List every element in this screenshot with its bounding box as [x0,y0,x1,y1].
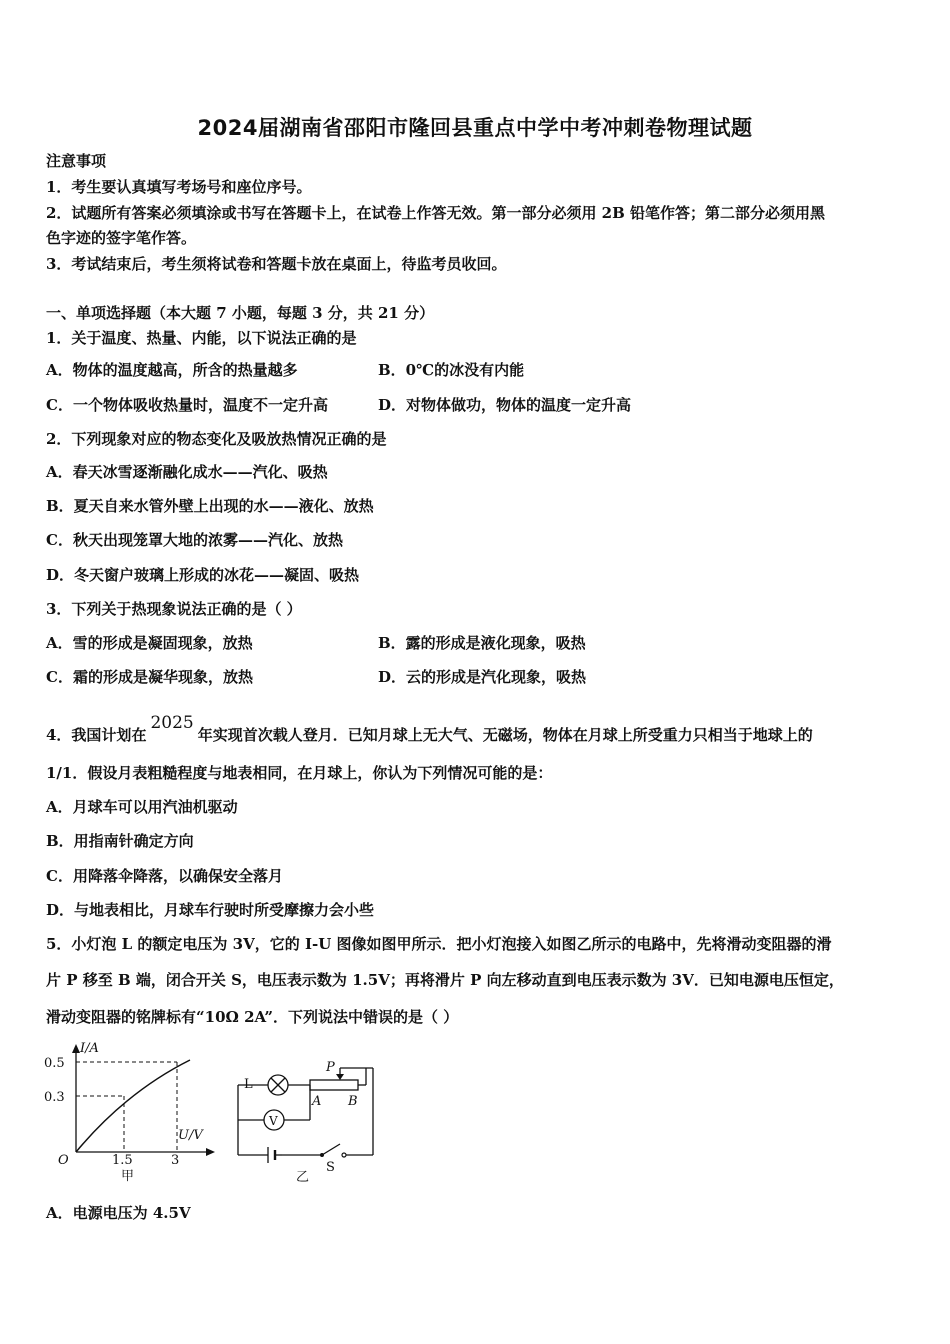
y-axis-arrow-icon [72,1044,80,1053]
x-tick-3: 3 [171,1153,180,1168]
q2-option-a: A．春天冰雪逐渐融化成水——汽化、吸热 [46,463,328,481]
q1-option-d: D．对物体做功，物体的温度一定升高 [378,396,632,414]
figure-yi-caption: 乙 [296,1170,310,1185]
switch-icon [322,1144,340,1155]
q4-stem [46,713,813,745]
q4-option-d: D．与地表相比，月球车行驶时所受摩擦力会小些 [46,901,375,919]
q5-stem-line1: 5．小灯泡 L 的额定电压为 3V，它的 I-U 图像如图甲所示．把小灯泡接入如图乙所示的电路中，先将滑动变阻器的滑 [46,935,832,953]
q1-option-c: C．一个物体吸收热量时，温度不一定升高 [46,396,328,414]
q3-option-d: D．云的形成是汽化现象，吸热 [378,668,587,686]
x-axis-label: U/V [178,1128,203,1143]
slider-label: P [326,1060,335,1075]
x-tick-1-5: 1.5 [112,1153,133,1168]
notice-item-1: 1．考生要认真填写考场号和座位序号。 [46,178,312,196]
q3-option-a: A．雪的形成是凝固现象，放热 [46,634,253,652]
lamp-label: L [244,1077,253,1092]
end-a-label: A [312,1094,322,1109]
q4-option-a: A．月球车可以用汽油机驱动 [46,798,238,816]
voltmeter-label: V [269,1114,278,1128]
q4-option-c: C．用降落伞降落，以确保安全落月 [46,867,283,885]
figure-jia-iu-graph [40,1040,220,1185]
q2-option-d: D．冬天窗户玻璃上形成的冰花——凝固、吸热 [46,566,360,584]
y-axis-label: I/A [80,1041,99,1056]
q3-stem: 3．下列关于热现象说法正确的是（ ） [46,600,302,618]
q5-stem-line3: 滑动变阻器的铭牌标有“10Ω 2A”．下列说法中错误的是（ ） [46,1008,459,1026]
rheostat-icon [310,1080,358,1090]
q4-year: 2025 [150,713,194,733]
q4-stem-part1: 4．我国计划在 [46,726,147,744]
q2-option-b: B．夏天自来水管外壁上出现的水——液化、放热 [46,497,374,515]
figure-jia-caption: 甲 [121,1169,135,1184]
q2-option-c: C．秋天出现笼罩大地的浓雾——汽化、放热 [46,531,343,549]
switch-pivot [320,1153,324,1157]
q3-option-b: B．露的形成是液化现象，吸热 [378,634,586,652]
origin-label: O [58,1153,69,1168]
notice-heading: 注意事项 [46,152,107,170]
y-tick-0-5: 0.5 [44,1056,65,1071]
switch-contact [342,1153,346,1157]
q1-option-a: A．物体的温度越高，所含的热量越多 [46,361,298,379]
notice-item-3: 3．考试结束后，考生须将试卷和答题卡放在桌面上，待监考员收回。 [46,255,507,273]
q5-option-a: A．电源电压为 4.5V [46,1204,191,1222]
notice-item-2: 2．试题所有答案必须填涂或书写在答题卡上，在试卷上作答无效。第一部分必须用 2B 铅笔作答；第二部分必须用黑 [46,204,826,222]
x-axis-arrow-icon [206,1148,215,1156]
section-1-heading: 一、单项选择题（本大题 7 小题，每题 3 分，共 21 分） [46,304,435,322]
end-b-label: B [348,1094,358,1109]
q4-option-b: B．用指南针确定方向 [46,832,194,850]
q4-stem-line2: 1/1．假设月表粗糙程度与地表相同，在月球上，你认为下列情况可能的是： [46,764,553,782]
exam-title: 2024届湖南省邵阳市隆回县重点中学中考冲刺卷物理试题 [197,116,753,140]
switch-label: S [326,1160,335,1175]
q3-option-c: C．霜的形成是凝华现象，放热 [46,668,253,686]
slider-arrow-icon [336,1074,344,1080]
notice-item-2-cont: 色字迹的签字笔作答。 [46,229,197,247]
iu-curve [76,1060,190,1152]
q2-stem: 2．下列现象对应的物态变化及吸放热情况正确的是 [46,430,387,448]
q4-stem-part2: 年实现首次载人登月．已知月球上无大气、无磁场，物体在月球上所受重力只相当于地球上的 [197,726,813,744]
figure-yi-circuit [230,1055,390,1185]
y-tick-0-3: 0.3 [44,1090,65,1105]
q1-option-b: B．0℃的冰没有内能 [378,361,525,379]
q1-stem: 1．关于温度、热量、内能，以下说法正确的是 [46,329,357,347]
q5-stem-line2: 片 P 移至 B 端，闭合开关 S，电压表示数为 1.5V；再将滑片 P 向左移动直到电压表示数为 3V．已知电源电压恒定， [46,971,844,989]
